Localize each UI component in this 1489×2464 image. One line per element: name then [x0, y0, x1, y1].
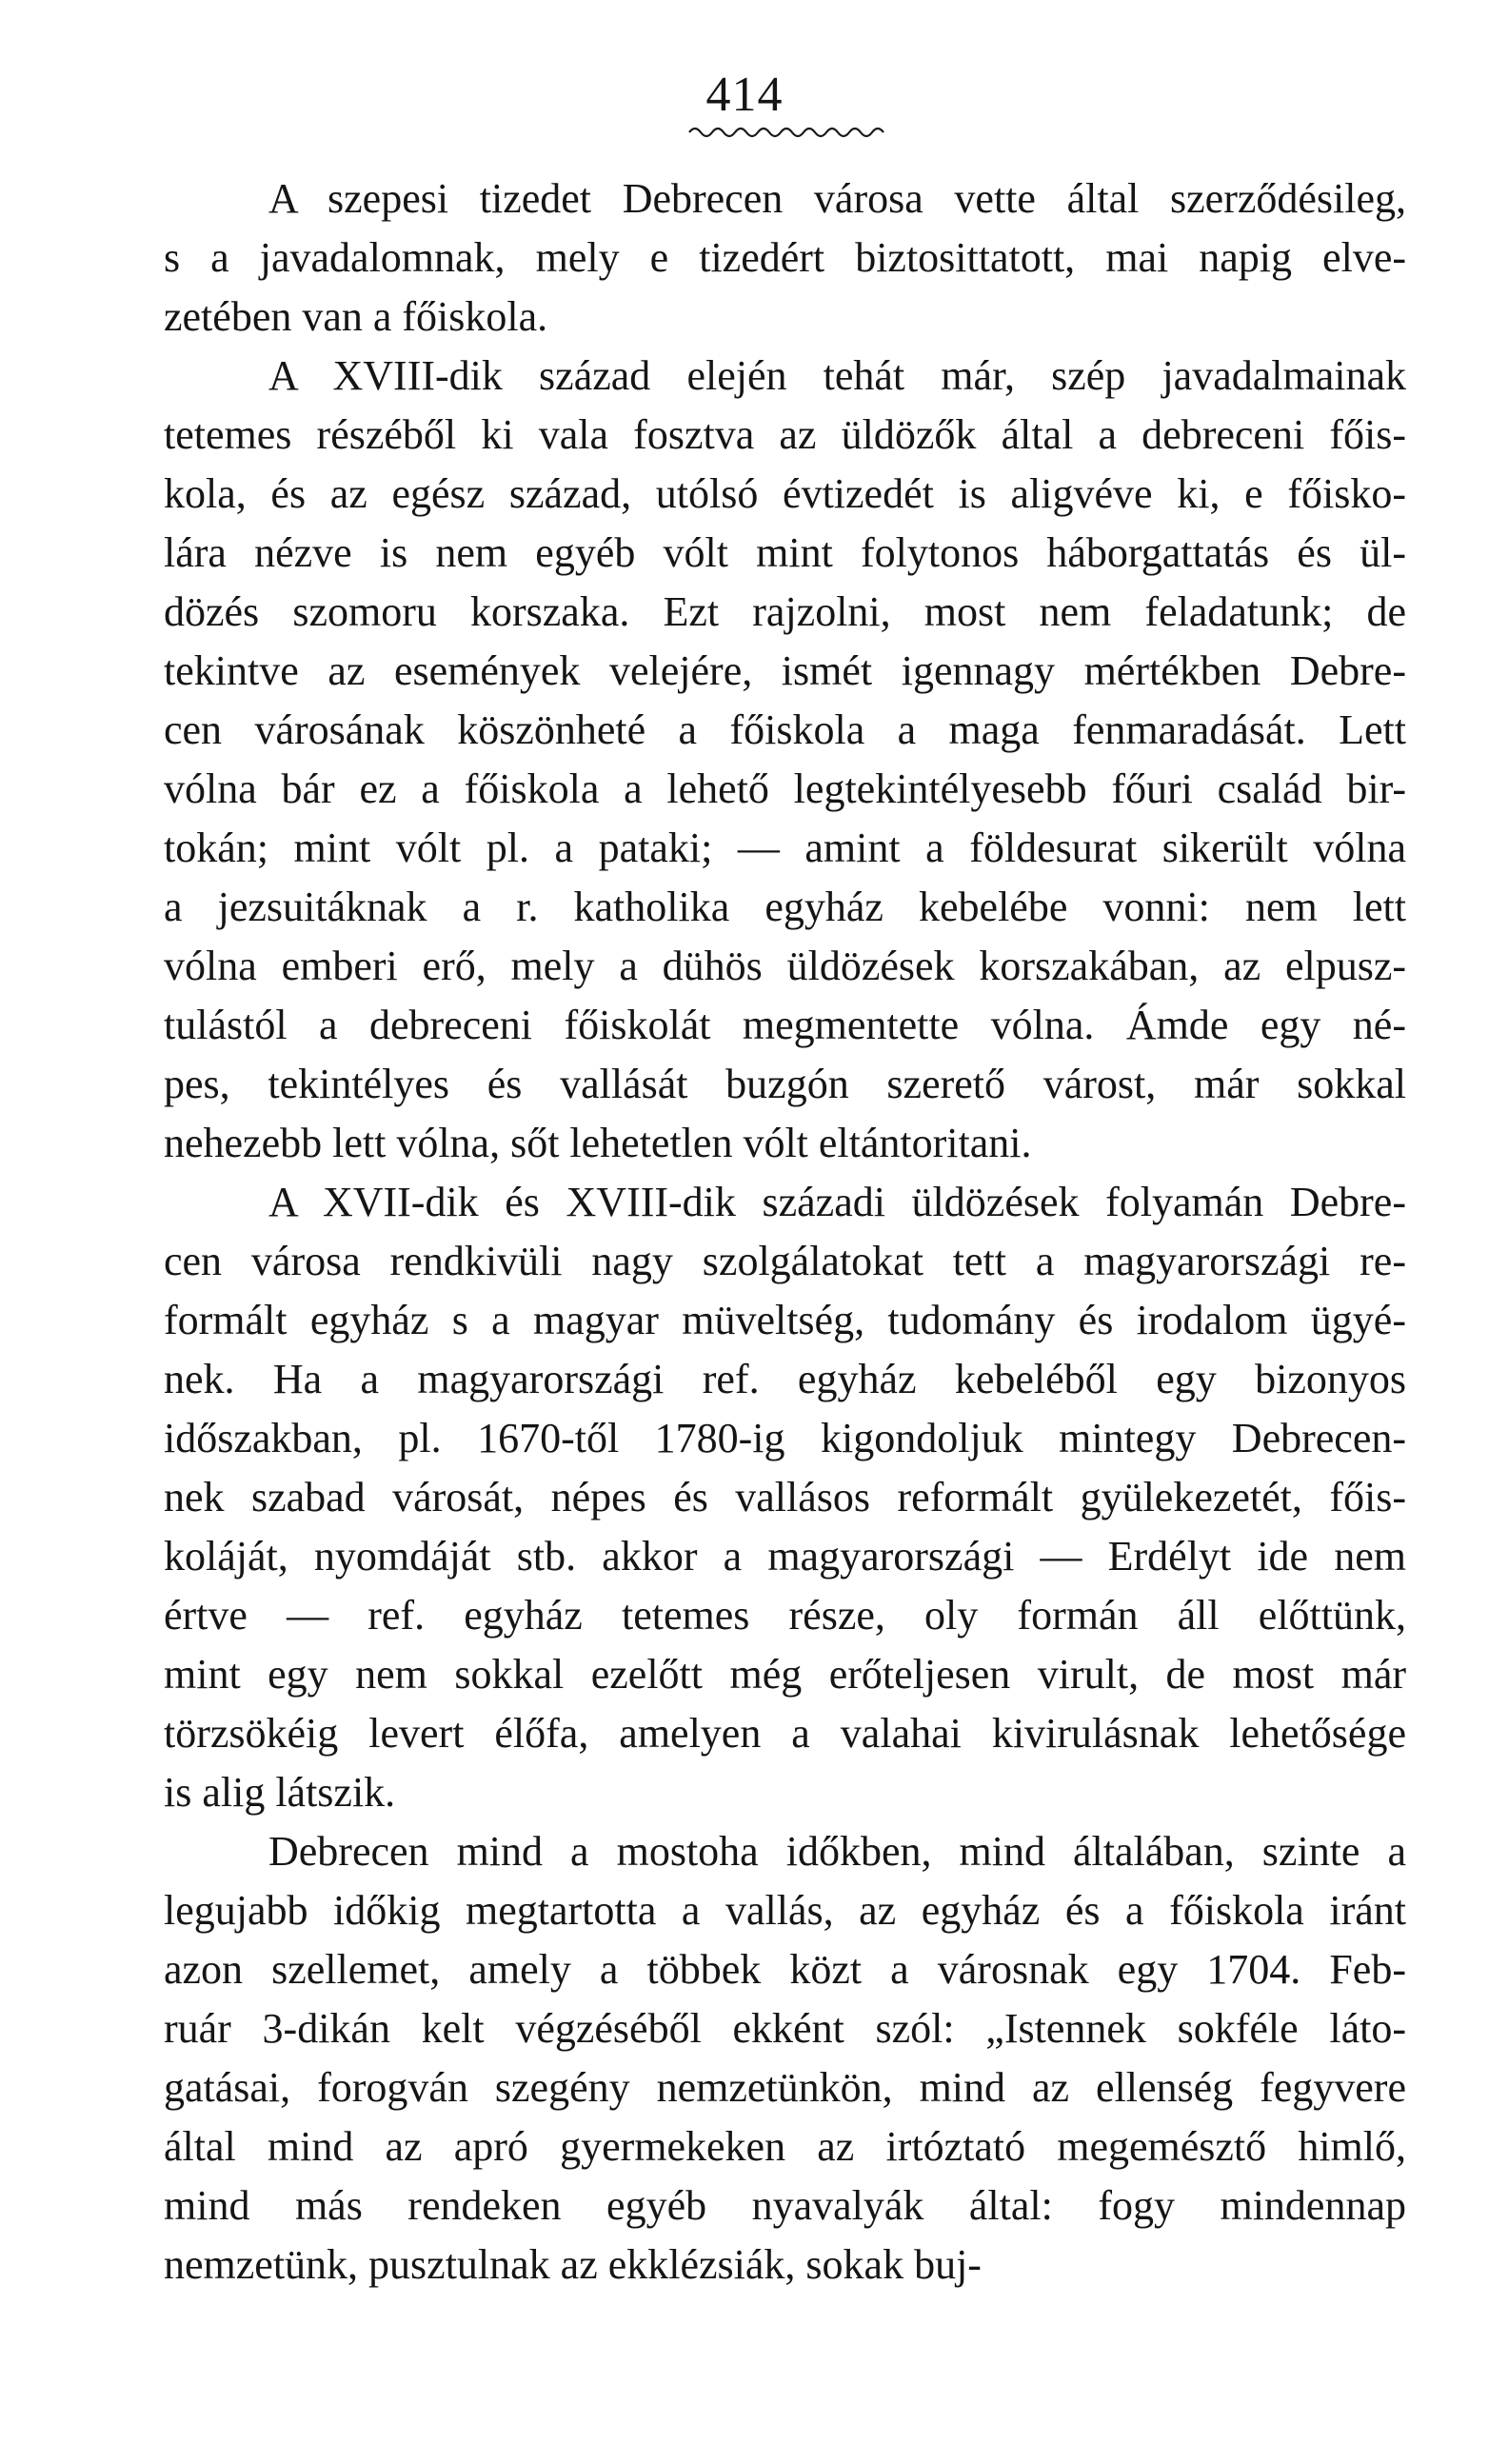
- paragraph: [164, 347, 1406, 1173]
- paragraph: [164, 169, 1406, 347]
- text-line: tetemes részéből ki vala fosztva az üldözők által a debreceni főis-: [164, 411, 1406, 458]
- text-line: a jezsuitáknak a r. katholika egyház kebelébe vonni: nem lett: [164, 884, 1406, 930]
- text-line: nek. Ha a magyarországi ref. egyház kebeléből egy bizonyos: [164, 1356, 1406, 1402]
- text-line: formált egyház s a magyar müveltség, tudomány és irodalom ügyé-: [164, 1297, 1406, 1343]
- text-line: cen városának köszönheté a főiskola a maga fenmaradását. Lett: [164, 706, 1406, 753]
- paragraph: [164, 1173, 1406, 1822]
- text-line: mind más rendeken egyéb nyavalyák által: fogy mindennap: [164, 2182, 1406, 2229]
- text-line: tekintve az események velejére, ismét igennagy mértékben Debre-: [164, 647, 1406, 694]
- text-line: is alig látszik.: [164, 1769, 396, 1816]
- text-line: törzsökéig levert élőfa, amelyen a valahai kivirulásnak lehetősége: [164, 1710, 1406, 1757]
- text-line: A XVII-dik és XVIII-dik századi üldözések folyamán Debre-: [268, 1179, 1406, 1225]
- text-line: vólna bár ez a főiskola a lehető legtekintélyesebb főuri család bir-: [164, 765, 1406, 812]
- text-line: lára nézve is nem egyéb vólt mint folytonos háborgattatás és ül-: [164, 529, 1406, 576]
- text-line: gatásai, forogván szegény nemzetünkön, mind az ellenség fegyvere: [164, 2064, 1406, 2111]
- text-line: nemzetünk, pusztulnak az ekklézsiák, sokak buj-: [164, 2241, 982, 2288]
- text-line: tulástól a debreceni főiskolát megmentette vólna. Ámde egy né-: [164, 1002, 1406, 1048]
- text-line: s a javadalomnak, mely e tizedért biztosittatott, mai napig elve-: [164, 234, 1406, 281]
- text-line: nek szabad városát, népes és vallásos reformált gyülekezetét, főis-: [164, 1474, 1406, 1520]
- wavy-rule-ornament: [685, 122, 887, 143]
- text-line: dözés szomoru korszaka. Ezt rajzolni, most nem feladatunk; de: [164, 588, 1406, 635]
- text-line: nehezebb lett vólna, sőt lehetetlen vólt eltántoritani.: [164, 1120, 1032, 1166]
- text-line: pes, tekintélyes és vallását buzgón szerető várost, már sokkal: [164, 1061, 1406, 1107]
- page-number: 414: [705, 68, 784, 122]
- body-text: [164, 169, 1406, 2295]
- text-line: azon szellemet, amely a többek közt a városnak egy 1704. Feb-: [164, 1946, 1406, 1993]
- text-line: tokán; mint vólt pl. a pataki; — amint a földesurat sikerült vólna: [164, 825, 1406, 871]
- text-line: vólna emberi erő, mely a dühös üldözések korszakában, az elpusz-: [164, 943, 1406, 989]
- text-line: koláját, nyomdáját stb. akkor a magyarországi — Erdélyt ide nem: [164, 1533, 1406, 1580]
- text-line: zetében van a főiskola.: [164, 293, 548, 340]
- text-line: A XVIII-dik század elején tehát már, szép javadalmainak: [268, 352, 1406, 399]
- paragraph: [164, 1822, 1406, 2295]
- text-line: értve — ref. egyház tetemes része, oly formán áll előttünk,: [164, 1592, 1406, 1639]
- text-line: mint egy nem sokkal ezelőtt még erőteljesen virult, de most már: [164, 1651, 1406, 1698]
- text-line: időszakban, pl. 1670-től 1780-ig kigondoljuk mintegy Debrecen-: [164, 1415, 1406, 1461]
- text-line: legujabb időkig megtartotta a vallás, az egyház és a főiskola iránt: [164, 1887, 1406, 1934]
- text-line: ruár 3-dikán kelt végzéséből ekként szól: „Istennek sokféle láto-: [164, 2005, 1406, 2052]
- text-line: cen városa rendkivüli nagy szolgálatokat tett a magyarországi re-: [164, 1238, 1406, 1284]
- text-line: A szepesi tizedet Debrecen városa vette által szerződésileg,: [268, 175, 1406, 222]
- text-line: Debrecen mind a mostoha időkben, mind általában, szinte a: [268, 1828, 1406, 1875]
- text-line: által mind az apró gyermekeken az irtóztató megemésztő himlő,: [164, 2123, 1406, 2170]
- text-line: kola, és az egész század, utólsó évtizedét is aligvéve ki, e főisko-: [164, 470, 1406, 517]
